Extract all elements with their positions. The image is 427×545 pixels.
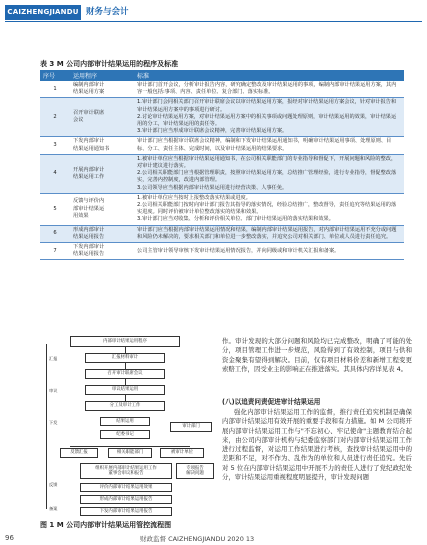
node-report: 形成内部审计结果运用报告 — [80, 495, 172, 504]
body-paragraph-2: 强化内部审计结果运用工作的监督，推行责任追究机制是确保内部审计结果运用有效开展的重要手段和有力措施。如 M 公司将开展内部审计结果运用工作与"不忘初心、牢记使命"主题教育结合起来，由公司内部审计机构与纪委监察部门对内部审计结果运用工作进行过程监督，对运用工作结果进行考核，查找审计结果运用中的差距和不足，对不作为、乱作为的单位和人员进行责任追究。先后对 5 位在内部审计结果运用中开展不力的责任人进行了党纪政纪处分，审计结果运用重视程度明显提升，审计发现问题 — [222, 408, 412, 482]
node-record: 纪委书记 — [100, 430, 150, 439]
label-report: 汇报 — [49, 356, 58, 361]
table-row — [40, 98, 404, 137]
node-feedback: 反馈汇报 — [60, 448, 98, 458]
body-paragraph-1: 作。审计发现的大部分问题和风险均已完成整改，明确了可能的处分，项目管理工作进一步规范，风险得到了有效控制，项目与供和资金聚集有望得到解决。目前，仅有项目材料价差和新增工程变更索赔工作，因受业主的影响正在推进落实。其具体内容详见表 4。 — [222, 337, 412, 373]
table-row — [40, 243, 404, 260]
table-caption: 表 3 M 公司内部审计结果运用的程序及标准 — [40, 60, 179, 68]
table-row — [40, 225, 404, 242]
row-program: 召开审计联席 会议 — [70, 98, 134, 137]
row-standard: 审计部门应当根据审计联席会议精神，编制和下发审计结果运用通知书，明确审计结果运用事项、处理原则、目标、分工、责任主体、完成时间，以及审计结果运用的结果要求。 — [134, 137, 404, 154]
node-submit: 汇报材料审计 — [85, 353, 165, 363]
row-program: 形成内部审计 结果运用报告 — [70, 225, 134, 242]
table-row — [40, 81, 404, 98]
header-num: 序号 — [40, 70, 70, 81]
row-standard: 1.被审计单位应当根据审计结果运用通知书，在公司相关职能部门的专业指导和督促下，开展问题和风险的整改，对审计建议进行落实。 2.公司相关职能部门应当根据管理职责，按照审计结果运用方案，总结推广管理经验，进行专业指导，督促整改落实，完善内控制度，改进内部管理。 3.公司领导应当根据内部审计结果运用进行经营决策、人事任免。 — [134, 154, 404, 193]
node-review: 审议结果运用 — [85, 385, 165, 395]
row-num: 1 — [40, 81, 70, 98]
row-num: 4 — [40, 154, 70, 193]
row-num: 5 — [40, 193, 70, 225]
row-standard: 公司主管审计领导审核下发审计结果运用情况报告，并向同级或和审计机关汇报和备案。 — [134, 243, 404, 260]
table-row — [40, 154, 404, 193]
node-top: 内部审计结果运用程序 — [70, 336, 180, 347]
node-side: 专项报告 解决问题 — [176, 463, 214, 479]
header-rule — [5, 21, 422, 22]
label-feedback: 反馈 — [49, 482, 58, 487]
label-review: 审议 — [49, 388, 58, 393]
row-standard: 1.审计部门会同相关部门召开审计联席会议以审计结果运用方案，报经对审计结果运用方案会议，针对审计报告和审计结果运用方案中的事项进行研讨。 2.讨论审计结果运用方案，对审计结果运用方案中的相关事项或问题处理原则，审计结果运用的效果，审计结果运用的分工，审计结果运用的责任等。 3.审计部门应当形成审计联席会议精神，完善审计结果运用方案。 — [134, 98, 404, 137]
node-audit-dept: 审计部门 — [170, 422, 212, 432]
node-summary: 组织开展内部审计结果运用工作 董事会审议和报告 — [80, 463, 172, 479]
row-program: 编制内部审计 结果运用方案 — [70, 81, 134, 98]
table-row — [40, 137, 404, 154]
row-standard: 1.被审计单位应当按时上报整改落实结果或进度。 2.公司相关职能部门按时向审计部门报告其指导的落实情况，经验总结推广，整改督导，责任追究等结果运用的落实进度。同时评价被审计单位整改落实的结果和效果。 3.审计部门应当对收集、分析和评价相关单位、部门审计结果运用的落实结果和效果。 — [134, 193, 404, 225]
table-row — [40, 193, 404, 225]
journal-footer: 财政监督 CAIZHENGJIANDU 2020 13 — [140, 535, 255, 543]
journal-logo: CAIZHENGJIANDU — [5, 5, 81, 20]
row-standard: 审计部门首开会议，分析审计报告内容，研究确定整改及审计结果运用的事项，编制内部审计结果运用方案，其内容一般包括:事项、内容、责任单位、复合部门、落实标准。 — [134, 81, 404, 98]
figure-caption: 图 1 M 公司内部审计结果运用管控流程图 — [40, 521, 172, 529]
row-program: 下发内部审计 结果运用报告 — [70, 243, 134, 260]
node-assign: 分工及审计工作 — [85, 401, 165, 411]
row-standard: 审计部门应当根据内部审计结果运用情况和结果，编制内部审计结果运用报告，对内部审计结果运用不充分或问题和风险仍未解决的，要求相关部门和单位进一步整改落实，并追究公司对相关部门、单位或人员进行责任追究。 — [134, 225, 404, 242]
node-audited-unit: 被审计单位 — [160, 448, 204, 458]
label-file: 备案 — [49, 506, 58, 511]
left-spine-line — [46, 344, 47, 509]
row-program: 下发内部审计 结果运用通知书 — [70, 137, 134, 154]
branch-line — [70, 446, 190, 447]
node-evaluate: 评价内部审计结果运用效果 — [80, 483, 172, 492]
node-carry: 结果运用 — [100, 417, 150, 426]
table-header-row — [40, 70, 404, 81]
procedure-table — [40, 70, 404, 260]
header-standard: 标准 — [134, 70, 404, 81]
header-program: 运用程序 — [70, 70, 134, 81]
row-num: 6 — [40, 225, 70, 242]
node-issue: 下发内部审计结果运用报告 — [80, 507, 172, 516]
row-num: 7 — [40, 243, 70, 260]
row-num: 2 — [40, 98, 70, 137]
label-issue: 下发 — [49, 420, 58, 425]
row-program: 反馈与评价内 部审计结果运 用效果 — [70, 193, 134, 225]
flow-diagram — [40, 336, 216, 517]
row-num: 3 — [40, 137, 70, 154]
section-title: 财务与会计 — [86, 7, 129, 17]
page-number: 96 — [5, 534, 14, 542]
node-related-dept: 相关职能部门 — [108, 448, 152, 458]
node-audit-meeting: 召开审计联席会议 — [85, 369, 165, 379]
subheading: (八)以追责问责促进审计结果运用 — [222, 398, 321, 406]
row-program: 开展内部审计 结果运用工作 — [70, 154, 134, 193]
